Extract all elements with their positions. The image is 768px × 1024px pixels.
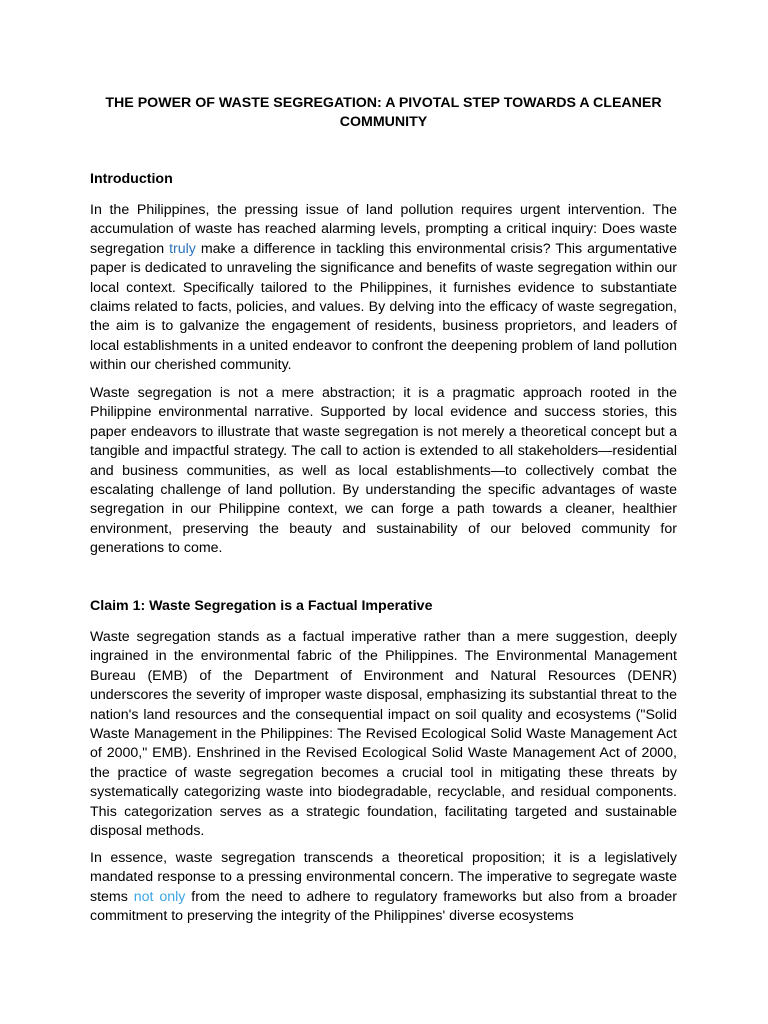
paragraph-claim1-1: Waste segregation stands as a factual imperative rather than a mere suggestion, deeply ingrained in the environmental fabric of the Philippines. The Environmental Management Bureau (EMB) of the Department of Environment and Natural Resources (DENR) underscores the severity of improper waste disposal, emphasizing its substantial threat to the nation's land resources and the consequential impact on soil quality and ecosystems ("Solid Waste Management in the Philippines: The Revised Ecological Solid Waste Management Act of 2000," EMB). Enshrined in the Revised Ecological Solid Waste Management Act of 2000, the practice of waste segregation becomes a crucial tool in mitigating these threats by systematically categorizing waste into biodegradable, recyclable, and residual components. This categorization serves as a strategic foundation, facilitating targeted and sustainable disposal methods. [90,629,677,840]
paragraph-text: from the need to adhere to regulatory frameworks but also from a broader commitment to preserving the integrity of the Philippines' diverse ecosystems [90,888,677,925]
paragraph-text: In the Philippines, the pressing issue of land pollution requires urgent intervention. The accumulation of waste has reached alarming levels, prompting a critical inquiry: Does waste segregation [90,202,677,257]
paragraph-intro-2: Waste segregation is not a mere abstraction; it is a pragmatic approach rooted in the Philippine environmental narrative. Supported by local evidence and success stories, this paper endeavors to illustrate that waste segregation is not merely a theoretical concept but a tangible and impactful strategy. The call to action is extended to all stakeholders—residential and business communities, as well as local establishments—to collectively combat the escalating challenge of land pollution. By understanding the specific advantages of waste segregation in our Philippine context, we can forge a path towards a cleaner, healthier environment, preserving the beauty and sustainability of our beloved community for generations to come. [90,385,677,557]
paragraph-text: make a difference in tackling this environmental crisis? This argumentative paper is dedicated to unraveling the significance and benefits of waste segregation within our local context. Specifically tailored to the Philippines, it furnishes evidence to substantiate claims related to facts, policies, and values. By delving into the efficacy of waste segregation, the aim is to galvanize the engagement of residents, business proprietors, and leaders of local establishments in a united endeavor to confront the deepening problem of land pollution within our cherished community. [90,240,677,374]
paragraph-text: In essence, waste segregation transcends a theoretical proposition; it is a legislatively mandated response to a pressing environmental concern. The imperative to segregate waste stems [90,850,677,905]
highlighted-word-truly: truly [169,240,196,257]
paragraph-intro-1 [90,201,677,376]
section-heading-claim-1: Claim 1: Waste Segregation is a Factual Imperative [90,598,433,614]
paragraph-claim1-2 [90,849,677,927]
highlighted-phrase-not-only: not only [133,888,186,905]
section-heading-introduction: Introduction [90,171,173,187]
document-title: THE POWER OF WASTE SEGREGATION: A PIVOTAL STEP TOWARDS A CLEANER COMMUNITY [105,95,662,131]
